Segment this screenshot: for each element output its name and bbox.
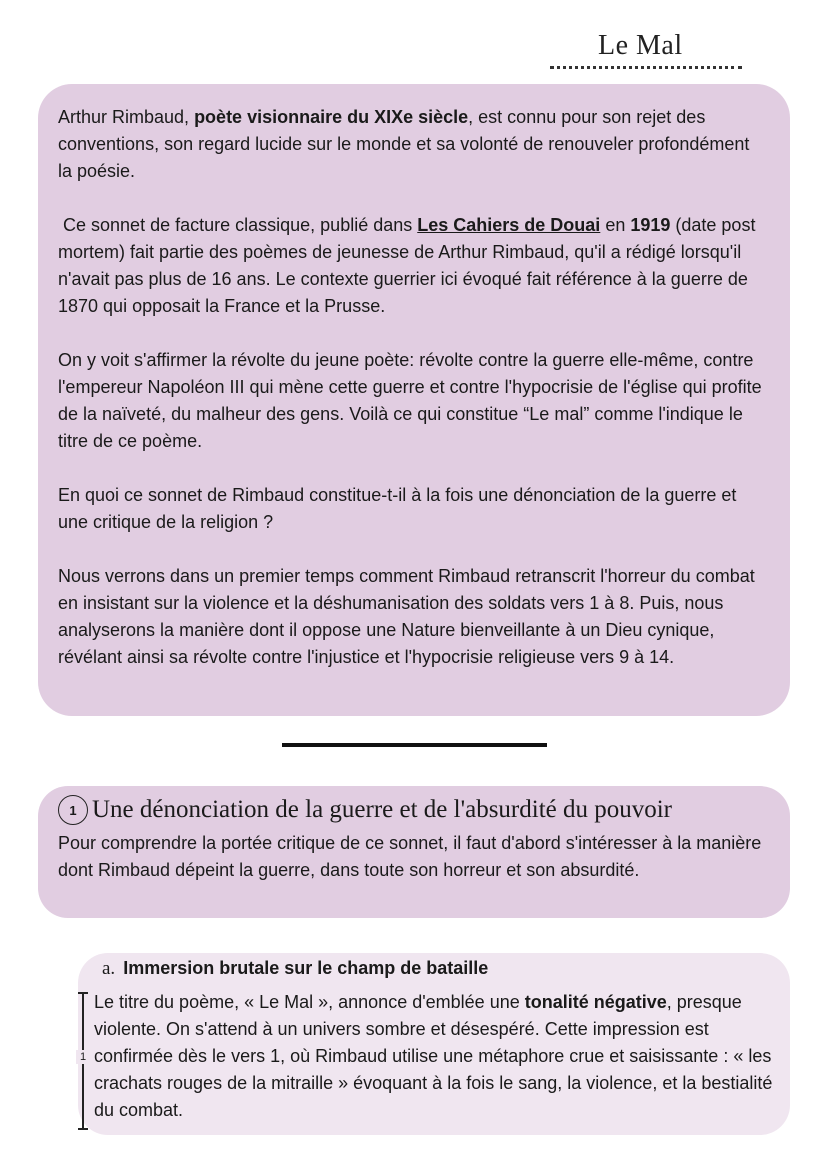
- verse-marker: 1: [76, 1050, 90, 1064]
- intro-paragraph-2: [58, 212, 768, 320]
- section-1-intro-text: Pour comprendre la portée critique de ce sonnet, il faut d'abord s'intéresser à la manière dont Rimbaud dépeint la guerre, dans toute son horreur et son absurdité.: [58, 833, 762, 880]
- subsection-a-box: [78, 953, 790, 1135]
- intro-p2-text-a: Ce sonnet de facture classique, publié dans: [63, 215, 418, 235]
- intro-paragraph-1: [58, 104, 768, 185]
- verse-bracket-bottom: [78, 1128, 88, 1130]
- publication-year: 1919: [630, 215, 671, 235]
- title-dotted-underline: [550, 66, 742, 69]
- problematic-question: En quoi ce sonnet de Rimbaud constitue-t-il à la fois une dénonciation de la guerre et une critique de la religion ?: [58, 485, 737, 532]
- section-1-title: Une dénonciation de la guerre et de l'absurdité du pouvoir: [92, 796, 673, 823]
- subsection-a-heading: [102, 958, 488, 980]
- intro-p1-text-c: , est connu pour son rejet des conventions, son regard lucide sur le monde et sa volonté de renouveler profondément la poésie.: [58, 107, 750, 181]
- introduction-box: [38, 84, 790, 716]
- intro-p1-text-a: Arthur Rimbaud,: [58, 107, 195, 127]
- page-title: Le Mal: [598, 30, 683, 61]
- intro-p2-text-b: en: [600, 215, 631, 235]
- subsection-a-text-a: Le titre du poème, « Le Mal », annonce d'emblée une: [94, 992, 525, 1012]
- section-1-box: [38, 786, 790, 918]
- subsection-a-title: Immersion brutale sur le champ de bataille: [123, 958, 489, 978]
- subsection-a-text: [94, 989, 774, 1124]
- subsection-a-bold: tonalité négative: [524, 992, 667, 1012]
- intro-p1-bold: poète visionnaire du XIXe siècle: [194, 107, 469, 127]
- section-number-badge: 1: [58, 795, 88, 825]
- section-divider: [282, 743, 547, 747]
- intro-paragraph-3: On y voit s'affirmer la révolte du jeune poète: révolte contre la guerre elle-même, contre l'empereur Napoléon III qui mène cette guerre et contre l'hypocrisie de l'église qui profite de la naïveté, du malheur des gens. Voilà ce qui constitue “Le mal” comme l'indique le titre de ce poème.: [58, 350, 762, 451]
- subsection-a-text-b: , presque violente. On s'attend à un univers sombre et désespéré. Cette impression est confirmée dès le vers 1, où Rimbaud utilise une métaphore crue et saisissante : « les crachats rouges de la mitraille » évoquant à la fois le sang, la violence, et la bestialité du combat.: [94, 992, 773, 1120]
- verse-bracket-top: [78, 992, 88, 994]
- subsection-letter: a.: [102, 958, 116, 979]
- book-title: Les Cahiers de Douai: [417, 215, 601, 235]
- section-1-heading: [58, 792, 768, 828]
- intro-p2-text-c: (date post mortem) fait partie des poèmes de jeunesse de Arthur Rimbaud, qu'il a rédigé lorsqu'il n'avait pas plus de 16 ans. Le contexte guerrier ici évoqué fait référence à la guerre de 1870 qui opposait la France et la Prusse.: [58, 215, 756, 316]
- plan-announcement: Nous verrons dans un premier temps comment Rimbaud retranscrit l'horreur du combat en insistant sur la violence et la déshumanisation des soldats vers 1 à 8. Puis, nous analyserons la manière dont il oppose une Nature bienveillante à un Dieu cynique, révélant ainsi sa révolte contre l'injustice et l'hypocrisie religieuse vers 9 à 14.: [58, 566, 755, 667]
